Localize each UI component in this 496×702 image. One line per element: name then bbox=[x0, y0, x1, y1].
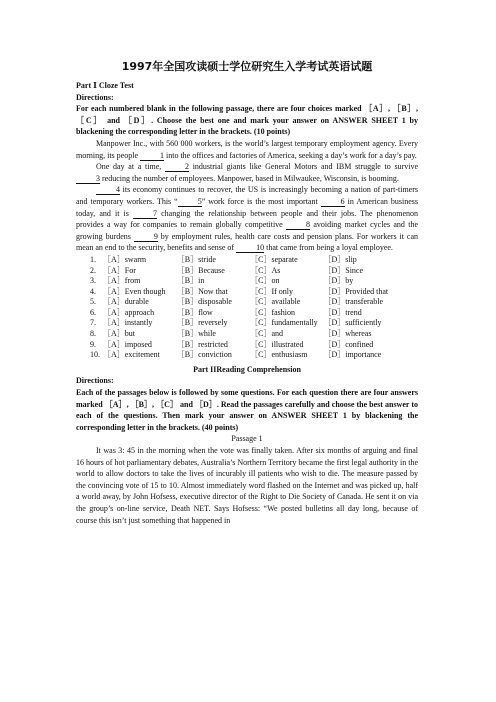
cloze-text: avoiding market cycles and the growing burdens bbox=[76, 220, 418, 241]
exam-page bbox=[76, 58, 418, 526]
cloze-text: that came from being a loyal employee. bbox=[266, 243, 393, 253]
option-c: on bbox=[271, 276, 280, 286]
option-letter-a: ［A］ bbox=[103, 329, 125, 339]
option-letter-b: ［B］ bbox=[176, 318, 199, 328]
option-row bbox=[90, 350, 397, 361]
option-letter-a: ［A］ bbox=[103, 276, 125, 286]
cloze-text: One day at a time, bbox=[96, 162, 162, 172]
option-number: 10. bbox=[90, 350, 100, 360]
option-letter-a: ［A］ bbox=[103, 265, 125, 275]
cloze-text: in American business today, and it is bbox=[76, 196, 419, 218]
option-a: from bbox=[124, 276, 141, 286]
cloze-blank: 6 bbox=[321, 197, 345, 207]
option-b: disposable bbox=[198, 297, 232, 307]
option-letter-d: ［D］ bbox=[323, 307, 346, 317]
option-d: importance bbox=[345, 350, 382, 360]
option-c: As bbox=[271, 265, 281, 275]
cloze-blank: 5 bbox=[178, 197, 202, 207]
option-b: while bbox=[198, 329, 216, 339]
option-letter-b: ［B］ bbox=[176, 350, 199, 360]
option-row bbox=[90, 340, 397, 351]
option-letter-d: ［D］ bbox=[323, 254, 346, 264]
option-letter-b: ［B］ bbox=[176, 286, 199, 296]
option-letter-a: ［A］ bbox=[103, 297, 125, 307]
option-letter-b: ［B］ bbox=[176, 339, 199, 349]
option-row bbox=[90, 308, 397, 319]
option-row bbox=[90, 318, 397, 329]
option-letter-a: ［A］ bbox=[103, 318, 125, 328]
option-c: separate bbox=[271, 254, 298, 264]
option-a: excitement bbox=[124, 350, 160, 360]
option-d: confined bbox=[345, 339, 374, 349]
option-d: Provided that bbox=[345, 286, 389, 296]
cloze-text: into the offices and factories of America, seeking a day’s work for a day’s pay. bbox=[166, 150, 417, 160]
option-d: transferable bbox=[345, 297, 384, 307]
option-a: but bbox=[124, 329, 136, 339]
option-letter-b: ［B］ bbox=[176, 254, 199, 264]
option-d: by bbox=[345, 276, 354, 286]
option-letter-d: ［D］ bbox=[323, 350, 346, 360]
option-a: instantly bbox=[124, 318, 153, 328]
option-a: durable bbox=[124, 297, 149, 307]
option-d: sufficiently bbox=[345, 318, 382, 328]
option-row bbox=[90, 287, 397, 298]
option-d: Since bbox=[345, 265, 364, 275]
cloze-text: reducing the number of employees. Manpower, based in Milwaukee, Wisconsin, is booming. bbox=[102, 173, 399, 183]
option-letter-a: ［A］ bbox=[103, 307, 125, 317]
cloze-blank: 1 bbox=[140, 151, 164, 161]
option-b: stride bbox=[198, 254, 216, 264]
option-a: For bbox=[124, 265, 136, 275]
option-a: swarm bbox=[124, 254, 147, 264]
option-letter-a: ［A］ bbox=[103, 254, 125, 264]
option-number: 1. bbox=[90, 254, 96, 264]
option-letter-c: ［C］ bbox=[250, 276, 272, 286]
part1-heading: Part Ⅰ Cloze Test bbox=[76, 81, 134, 90]
option-letter-d: ［D］ bbox=[323, 339, 346, 349]
cloze-text: its economy continues to recover, the US is increasingly becoming a nation of part-timers and temporary workers. This “ bbox=[76, 185, 419, 206]
cloze-text: industrial giants like General Motors and IBM struggle to survive bbox=[192, 162, 419, 172]
part2-directions-text: Each of the passages below is followed by some questions. For each question there are four answers marked ［A］, ［B］, ［C］ and ［D］. Read the passages carefully and choose the best answer to each of the questions. Then mark your answer on ANSWER SHEET 1 by blackening the corresponding letter in the brackets. (40 points) bbox=[76, 388, 418, 432]
options-table bbox=[90, 255, 397, 361]
cloze-text: by employment rules, health care costs and pension plans. For workers it can mean an end to the security, benefits and sense of bbox=[76, 231, 418, 253]
page-title: 1997年全国攻读硕士学位研究生入学考试英语试题 bbox=[121, 60, 373, 73]
option-b: restricted bbox=[198, 339, 228, 349]
option-b: conviction bbox=[198, 350, 232, 360]
option-c: enthusiasm bbox=[271, 350, 308, 360]
cloze-blank: 10 bbox=[236, 243, 264, 253]
option-number: 8. bbox=[90, 329, 96, 339]
option-letter-c: ［C］ bbox=[250, 318, 272, 328]
option-letter-d: ［D］ bbox=[323, 286, 346, 296]
option-row bbox=[90, 266, 397, 277]
option-row bbox=[90, 329, 397, 340]
option-letter-b: ［B］ bbox=[176, 297, 199, 307]
option-letter-a: ［A］ bbox=[103, 286, 125, 296]
cloze-blank: 2 bbox=[165, 162, 189, 172]
option-letter-d: ［D］ bbox=[323, 276, 346, 286]
option-c: illustrated bbox=[271, 339, 304, 349]
option-letter-c: ［C］ bbox=[250, 265, 272, 275]
option-letter-d: ［D］ bbox=[323, 318, 346, 328]
option-number: 4. bbox=[90, 286, 96, 296]
option-letter-c: ［C］ bbox=[250, 339, 272, 349]
option-a: imposed bbox=[124, 339, 152, 349]
cloze-blank: 4 bbox=[96, 185, 120, 195]
cloze-blank: 3 bbox=[76, 174, 100, 184]
cloze-text: ” work force is the most important bbox=[201, 196, 318, 206]
option-letter-d: ［D］ bbox=[323, 329, 346, 339]
cloze-text: changing the relationship between people and their jobs. The phenomenon provides a way for companies to remain globally competitive bbox=[76, 208, 419, 230]
cloze-blank: 7 bbox=[133, 209, 157, 219]
option-letter-a: ［A］ bbox=[103, 350, 125, 360]
option-number: 6. bbox=[90, 307, 96, 317]
option-number: 5. bbox=[90, 297, 96, 307]
option-d: whereas bbox=[345, 329, 372, 339]
option-b: reversely bbox=[198, 318, 228, 328]
option-row bbox=[90, 255, 397, 266]
option-row bbox=[90, 276, 397, 287]
option-letter-c: ［C］ bbox=[250, 350, 272, 360]
option-b: Because bbox=[198, 265, 225, 275]
option-d: trend bbox=[345, 307, 362, 317]
option-letter-c: ［C］ bbox=[250, 254, 272, 264]
cloze-paragraph-1 bbox=[76, 138, 418, 161]
option-a: Even though bbox=[124, 286, 166, 296]
option-b: Now that bbox=[198, 286, 228, 296]
option-letter-c: ［C］ bbox=[250, 286, 272, 296]
passage-title: Passage 1 bbox=[231, 434, 263, 444]
option-number: 9. bbox=[90, 339, 96, 349]
option-letter-a: ［A］ bbox=[103, 339, 125, 349]
cloze-paragraph-2 bbox=[76, 161, 418, 184]
option-number: 3. bbox=[90, 276, 96, 286]
option-letter-b: ［B］ bbox=[176, 307, 199, 317]
option-letter-c: ［C］ bbox=[250, 307, 272, 317]
cloze-blank: 8 bbox=[286, 220, 310, 230]
option-number: 7. bbox=[90, 318, 96, 328]
option-c: fundamentally bbox=[271, 318, 318, 328]
option-letter-c: ［C］ bbox=[250, 297, 272, 307]
cloze-paragraph-3 bbox=[76, 184, 418, 254]
option-letter-d: ［D］ bbox=[323, 297, 346, 307]
option-b: flow bbox=[198, 307, 213, 317]
option-number: 2. bbox=[90, 265, 96, 275]
option-letter-d: ［D］ bbox=[323, 265, 346, 275]
option-letter-b: ［B］ bbox=[176, 329, 199, 339]
option-c: available bbox=[271, 297, 301, 307]
option-c: If only bbox=[271, 286, 294, 296]
option-letter-b: ［B］ bbox=[176, 276, 199, 286]
option-a: approach bbox=[124, 307, 155, 317]
part1-directions-label: Directions: bbox=[76, 92, 114, 102]
option-row bbox=[90, 297, 397, 308]
option-d: slip bbox=[345, 254, 357, 264]
option-letter-b: ［B］ bbox=[176, 265, 199, 275]
cloze-blank: 9 bbox=[134, 232, 158, 242]
part1-directions-text: For each numbered blank in the following passage, there are four choices marked ［A］, ［B］, ［C］ and ［D］. Choose the best one and mark your answer on ANSWER SHEET 1 by blackening the corresponding letter in the brackets. (10 points) bbox=[76, 104, 418, 137]
option-letter-c: ［C］ bbox=[250, 329, 272, 339]
part2-directions-label: Directions: bbox=[76, 376, 114, 386]
option-c: and bbox=[271, 329, 284, 339]
option-c: fashion bbox=[271, 307, 296, 317]
passage-1-text: It was 3: 45 in the morning when the vote was finally taken. After six months of arguing and final 16 hours of hot parliamentary debates, Australia’s Northern Territory became the first legal authority in the world to allow doctors to take the lives of incurably ill patients who wish to die. The measure passed by the convincing vote of 15 to 10. Almost immediately word flashed on the Internet and was picked up, half a world away, by John Hofsess, executive director of the Right to Die Society of Canada. He sent it on via the group’s on-line service, Death NET. Says Hofsess: “We posted bulletins all day long, because of course this isn’t just something that happened in bbox=[76, 446, 418, 525]
cloze-text: Manpower Inc., with 560 000 workers, is the world’s largest temporary employment agency. Every morning, its people bbox=[76, 138, 418, 160]
part2-heading: Part IIReading Comprehension bbox=[193, 364, 301, 374]
option-b: in bbox=[198, 276, 205, 286]
